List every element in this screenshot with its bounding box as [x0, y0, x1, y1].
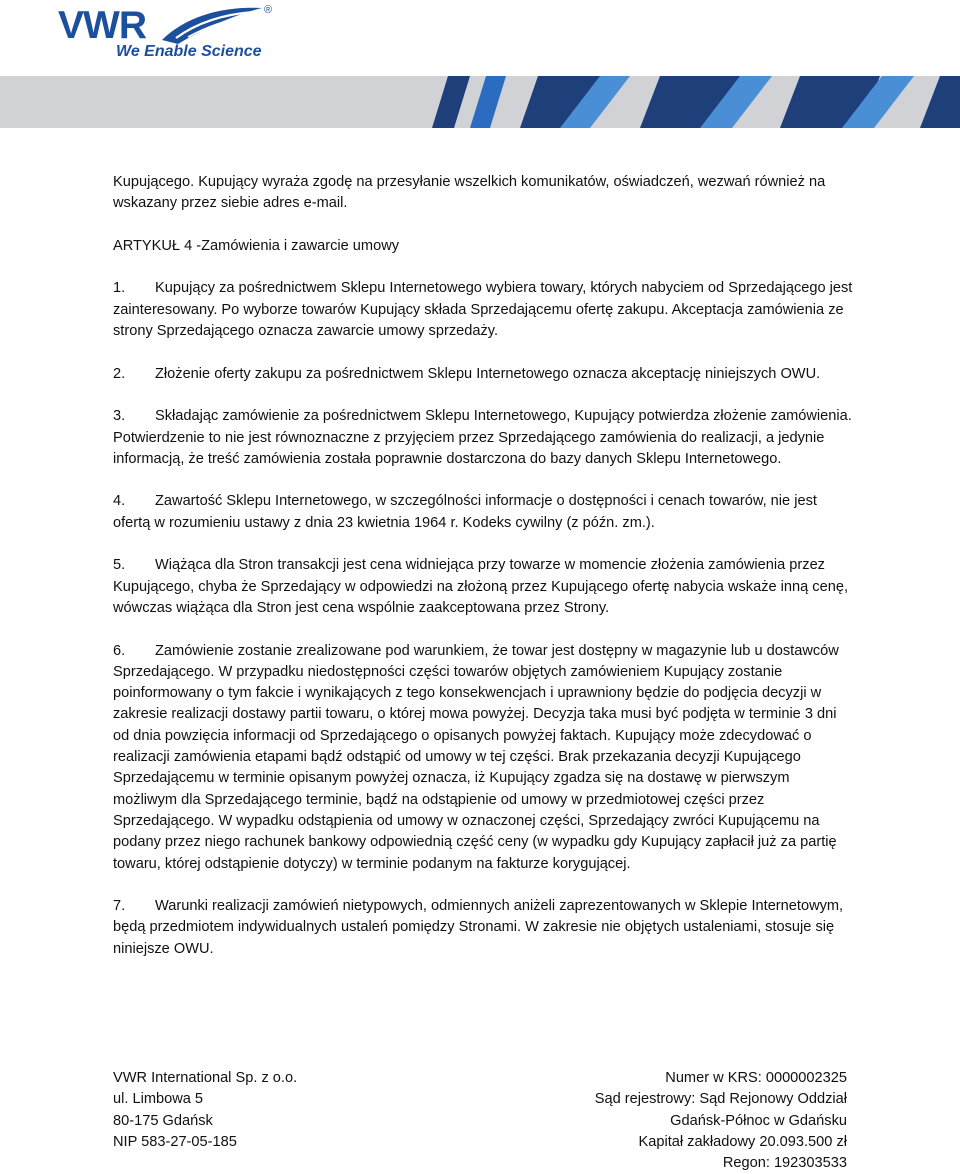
company-nip: NIP 583-27-05-185: [113, 1133, 237, 1150]
clause-text: Złożenie oferty zakupu za pośrednictwem Sklepu Internetowego oznacza akceptację niniejszych OWU.: [155, 365, 821, 382]
regon-number: Regon: 192303533: [722, 1155, 847, 1172]
clause-3: [113, 406, 855, 470]
clause-6: [113, 641, 855, 875]
document-body: [113, 172, 855, 981]
clause-text: Wiążąca dla Stron transakcji jest cena widniejąca przy towarze w momencie złożenia zamówienia przez Kupującego, chyba że Sprzedający w odpowiedzi na złożoną przez Kupującego ofertę nabycia wskaże inną cenę, wówczas wiążąca dla Stron jest cena wspólnie zaakceptowana przez Strony.: [113, 557, 849, 616]
clause-number: 1.: [113, 280, 126, 297]
clause-text: Zamówienie zostanie zrealizowane pod warunkiem, że towar jest dostępny w magazynie lub u dostawców Sprzedającego. W przypadku niedostępności części towarów objętych zamówieniem Kupujący zostanie poinformowany o tym fakcie i wynikających z tego konsekwencjach i uprawniony będzie do podjęcia decyzji w zakresie realizacji dostawy partii towaru, o której mowa powyżej. Decyzja taka musi być podjęta w terminie 3 dni od dnia powzięcia informacji od Sprzedającego o opisanych powyżej faktach. Kupujący może zdecydować o realizacji zamówienia etapami bądź odstąpić od umowy w tej części. Brak przekazania decyzji Kupującego Sprzedającemu w terminie opisanym powyżej oznacza, iż Kupujący zgadza się na dostawę w pierwszym możliwym dla Sprzedającego terminie, bądź na odstąpienie od umowy w przedmiotowej części przez Sprzedającego. W wypadku odstąpienia od umowy w oznaczonej części, Sprzedający zwróci Kupującemu na podany przez niego rachunek bankowy odpowiednią część ceny (w wypadku gdy Kupujący zapłacił już za partię towaru, której odstąpienie dotyczy) w terminie podanym na fakturze korygującej.: [113, 642, 839, 872]
clause-text: Zawartość Sklepu Internetowego, w szczególności informacje o dostępności i cenach towarów, nie jest ofertą w rozumieniu ustawy z dnia 23 kwietnia 1964 r. Kodeks cywilny (z późn. zm.).: [113, 493, 817, 531]
clause-4: [113, 491, 855, 534]
clause-number: 5.: [113, 557, 126, 574]
logo-tagline: We Enable Science: [116, 43, 262, 60]
company-name: VWR International Sp. z o.o.: [113, 1070, 298, 1086]
registry-court: Sąd rejestrowy: Sąd Rejonowy Oddział: [594, 1091, 847, 1108]
logo-swoosh-icon: [158, 4, 268, 46]
registry-court-location: Gdańsk-Północ w Gdańsku: [670, 1112, 847, 1129]
article-title: ARTYKUŁ 4 -Zamówienia i zawarcie umowy: [113, 237, 400, 254]
company-city: 80-175 Gdańsk: [113, 1112, 213, 1129]
clause-2: [113, 364, 855, 385]
clause-7: [113, 896, 855, 960]
clause-text: Składając zamówienie za pośrednictwem Sklepu Internetowego, Kupujący potwierdza złożenie zamówienia. Potwierdzenie to nie jest równoznaczne z przyjęciem przez Sprzedającego zamówienia do realizacji, a jedynie informacją, że treść zamówienia została poprawnie dostarczona do bazy danych Sklepu Internetowego.: [113, 408, 852, 467]
company-address: [113, 1068, 413, 1153]
page-header: [0, 0, 960, 140]
clause-text: Warunki realizacji zamówień nietypowych, odmiennych aniżeli zaprezentowanych w Sklepie Internetowym, będą przedmiotem indywidualnych ustaleń pomiędzy Stronami. W zakresie nie objętych ustaleniami, stosuje się niniejsze OWU.: [113, 898, 844, 957]
company-registry: [527, 1068, 847, 1174]
vwr-logo[interactable]: [58, 4, 278, 64]
share-capital: Kapitał zakładowy 20.093.500 zł: [638, 1133, 847, 1150]
header-band: [0, 76, 960, 128]
clause-number: 7.: [113, 898, 126, 915]
registered-mark: ®: [264, 4, 273, 16]
clause-number: 4.: [113, 493, 126, 510]
intro-paragraph: Kupującego. Kupujący wyraża zgodę na przesyłanie wszelkich komunikatów, oświadczeń, wezwań również na wskazany przez siebie adres e-mail.: [113, 174, 826, 212]
clause-number: 6.: [113, 642, 126, 659]
clause-text: Kupujący za pośrednictwem Sklepu Internetowego wybiera towary, których nabyciem od Sprzedającego jest zainteresowany. Po wyborze towarów Kupujący składa Sprzedającemu ofertę zakupu. Akceptacja zamówienia ze strony Sprzedającego oznacza zawarcie umowy sprzedaży.: [113, 280, 853, 340]
clause-number: 3.: [113, 408, 126, 425]
krs-number: Numer w KRS: 0000002325: [665, 1070, 847, 1086]
company-street: ul. Limbowa 5: [113, 1091, 204, 1108]
clause-number: 2.: [113, 365, 126, 382]
clause-1: [113, 278, 855, 342]
clause-5: [113, 555, 855, 619]
logo-brand: VWR: [58, 4, 146, 47]
